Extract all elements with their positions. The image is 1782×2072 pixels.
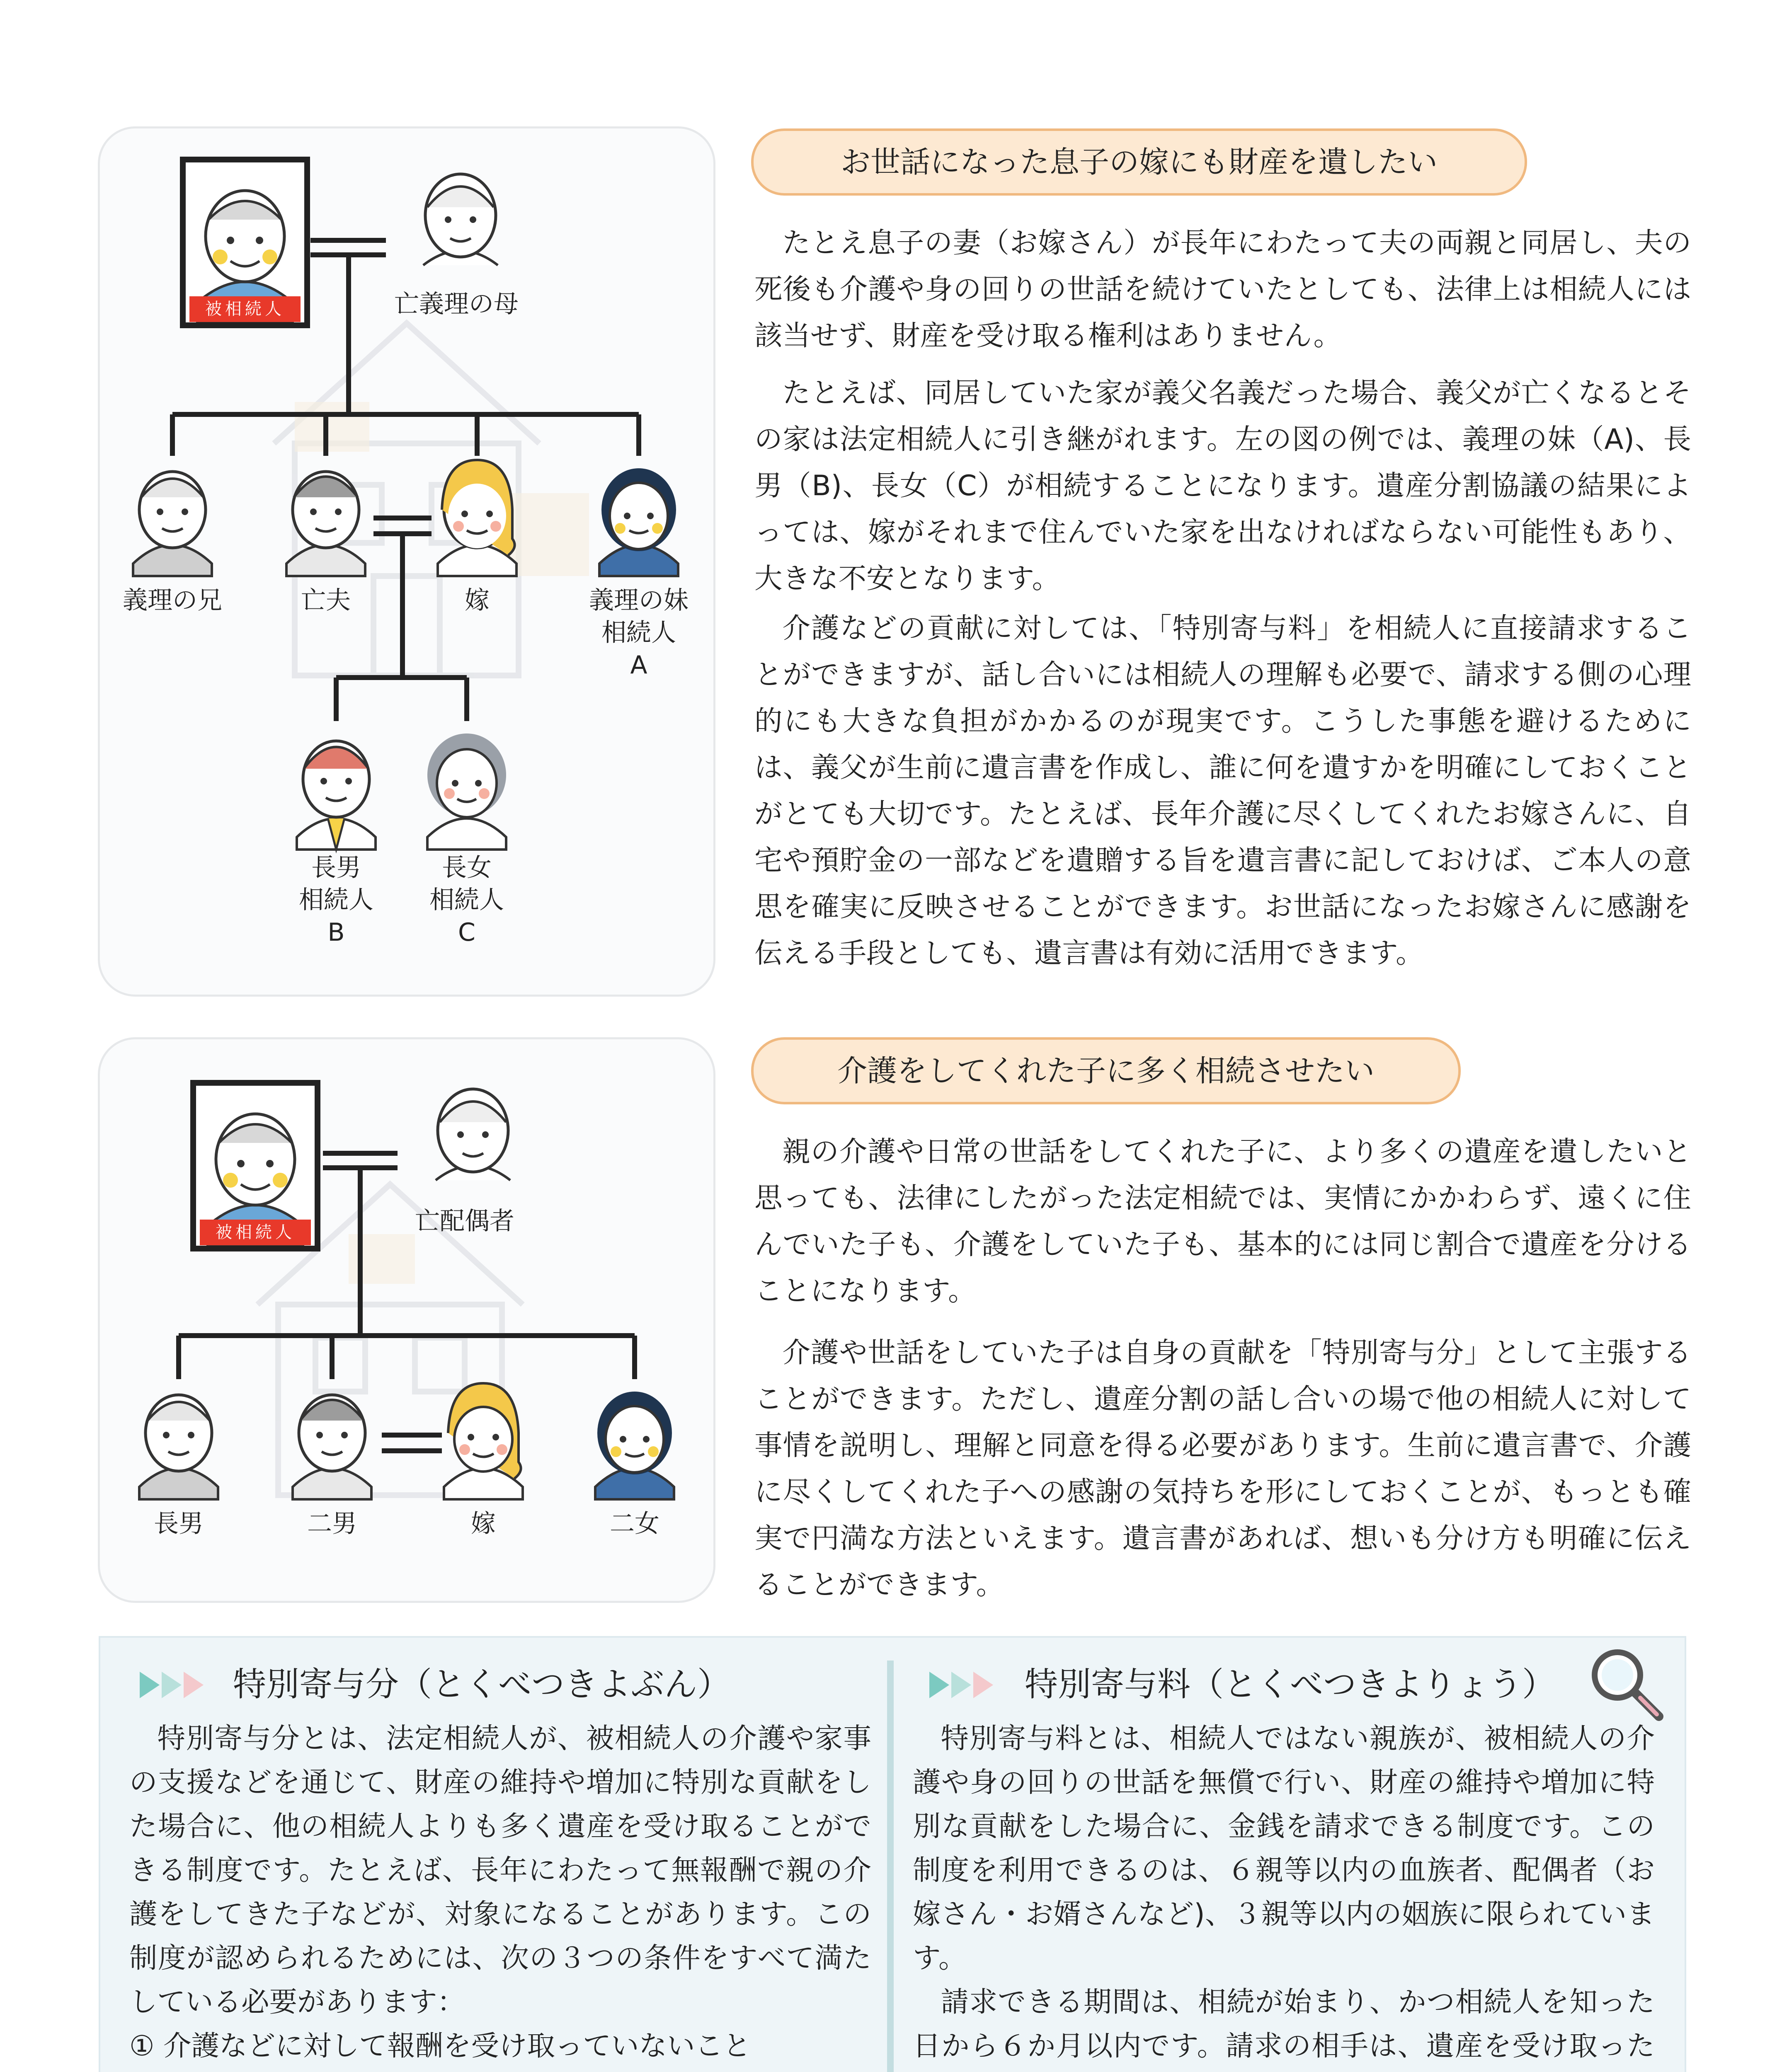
condition-2	[129, 2068, 871, 2072]
arrow-icon	[973, 1672, 993, 1698]
arrow-icon	[140, 1672, 160, 1698]
family-diagram-2	[98, 1037, 715, 1603]
second-daughter-face	[595, 1392, 674, 1499]
section1-heading: お世話になった息子の嫁にも財産を遺したい	[751, 128, 1527, 196]
section2-paragraph-1: 親の介護や日常の世話をしてくれた子に、より多くの遺産を遺したいと思っても、法律にしたがった法定相続では、実情にかかわらず、遠くに住んでいた子も、介護をしていた子も、基本的には同じ割合で遺産を分けることになります。	[754, 1135, 1691, 1307]
label-wife-2: 嫁	[471, 1509, 496, 1538]
wife-face-2	[444, 1383, 523, 1499]
label-eldest-son: 長男 相続人 B	[299, 853, 373, 947]
left-column-body	[129, 1716, 871, 2072]
label-eldest-son-2: 長男	[154, 1509, 204, 1538]
right-column-title: 特別寄与料（とくべつきよりょう）	[1025, 1665, 1555, 1704]
section2-paragraph-2: 介護や世話をしていた子は自身の貢献を「特別寄与分」として主張することができます。ただし、遺産分割の話し合いの場で他の相続人に対して事情を説明し、理解と同意を得る必要があります。生前に遺言書で、介護に尽くしてくれた子への感謝の気持ちを形にしておくことが、もっとも確実で円満な方法といえます。遺言書があれば、想いも分け方も明確に伝えることができます。	[754, 1336, 1691, 1601]
magnifier-icon	[1584, 1642, 1667, 1725]
info-box	[99, 1636, 1686, 2072]
right-column-body	[913, 1716, 1655, 2072]
label-brother-in-law: 義理の兄	[123, 586, 222, 615]
arrow-icon	[184, 1672, 204, 1698]
label-second-daughter: 二女	[610, 1509, 659, 1538]
left-intro: 特別寄与分とは、法定相続人が、被相続人の介護や家事の支援などを通じて、財産の維持や増加に特別な貢献をした場合に、他の相続人よりも多く遺産を受け取ることができる制度です。たとえば、長年にわたって無報酬で親の介護をしてきた子などが、対象になることがあります。この制度が認められるためには、次の３つの条件をすべて満たしている必要があります：	[129, 1722, 871, 2018]
eldest-son-face-2	[139, 1395, 218, 1499]
deceased-tag: 被相続人	[189, 296, 301, 322]
label-sister-in-law: 義理の妹 相続人 A	[589, 586, 689, 680]
wife-face	[438, 460, 516, 576]
label-husband: 亡夫	[301, 586, 351, 615]
condition-1: ① 介護などに対して報酬を受け取っていないこと	[129, 2029, 751, 2062]
mother-in-law-face	[423, 174, 498, 265]
label-eldest-daughter: 長女 相続人 C	[429, 853, 504, 947]
column-divider	[887, 1661, 894, 2072]
left-column-title: 特別寄与分（とくべつきよぶん）	[233, 1665, 730, 1704]
brother-in-law-face	[133, 472, 212, 576]
second-son-face	[293, 1395, 371, 1499]
label-spouse: 亡配偶者	[415, 1207, 514, 1236]
section2-heading: 介護をしてくれた子に多く相続させたい	[751, 1037, 1461, 1104]
arrow-icon	[929, 1672, 949, 1698]
arrow-icon	[162, 1672, 182, 1698]
family-tree-lines-1	[100, 128, 713, 995]
right-paragraph-1: 特別寄与料とは、相続人ではない親族が、被相続人の介護や身の回りの世話を無償で行い、財産の維持や増加に特別な貢献をした場合に、金銭を請求できる制度です。この制度を利用できるのは、６親等以内の血族者、配偶者（お嫁さん・お婿さんなど)、３親等以内の姻族に限られています。	[913, 1722, 1655, 1974]
label-wife: 嫁	[465, 586, 490, 615]
label-second-son: 二男	[307, 1509, 357, 1538]
section1-paragraph-3: 介護などの貢献に対しては、「特別寄与料」を相続人に直接請求することができますが、話し合いには相続人の理解も必要で、請求する側の心理的にも大きな負担がかかるのが現実です。こうした事態を避けるためには、義父が生前に遺言書を作成し、誰に何を遺すかを明確にしておくことがとても大切です。たとえば、長年介護に尽くしてくれたお嫁さんに、自宅や預貯金の一部などを遺贈する旨を遺言書に記しておけば、ご本人の意思を確実に反映させることができます。お世話になったお嫁さんに感謝を伝える手段としても、遺言書は有効に活用できます。	[754, 612, 1691, 969]
sister-in-law-face	[599, 468, 678, 576]
family-diagram-1	[98, 126, 715, 997]
section1-paragraph-1: たとえ息子の妻（お嫁さん）が長年にわたって夫の両親と同居し、夫の死後も介護や身の回りの世話を続けていたとしても、法律上は相続人には該当せず、財産を受け取る権利はありません。	[754, 226, 1691, 352]
label-mother-in-law: 亡義理の母	[394, 290, 519, 319]
deceased-spouse-face	[436, 1089, 510, 1180]
deceased-husband-face	[286, 472, 365, 576]
right-paragraph-2: 請求できる期間は、相続が始まり、かつ相続人を知った日から６か月以内です。請求の相手は、遺産を受け取った	[913, 1985, 1655, 2062]
eldest-son-face	[297, 741, 376, 850]
eldest-daughter-face	[427, 733, 506, 850]
arrow-icon	[951, 1672, 971, 1698]
section1-paragraph-2: たとえば、同居していた家が義父名義だった場合、義父が亡くなるとその家は法定相続人に引き継がれます。左の図の例では、義理の妹（A)、長男（B)、長女（C）が相続することになります。遺産分割協議の結果によっては、嫁がそれまで住んでいた家を出なければならない可能性もあり、大きな不安となります。	[754, 376, 1691, 595]
deceased-tag-2: 被相続人	[200, 1220, 311, 1245]
